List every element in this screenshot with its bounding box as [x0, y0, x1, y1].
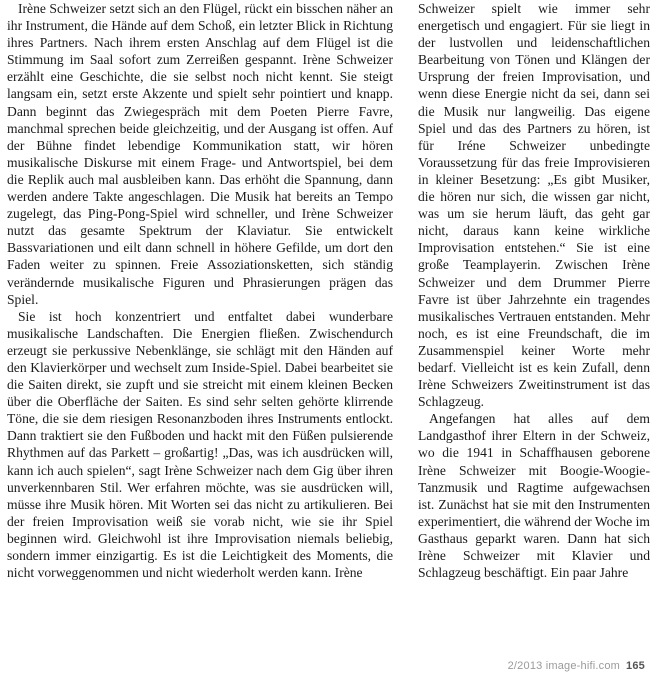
page-number: 165 — [626, 660, 645, 672]
left-text-column — [7, 0, 393, 581]
paragraph-continuation: Schweizer spielt wie immer sehr energetisch und engagiert. Für sie liegt in der lustvollen und leidenschaftlichen Bearbeitung von Tönen und Klängen der Ursprung der freien Improvisation, und wenn diese Energie nicht da sei, dann sei die Musik nur langweilig. Das eigene Spiel und das des Partners zu hören, ist für Iréne Schweizer unbedingte Voraussetzung für das freie Improvisieren in kleiner Besetzung: „Es gibt Musiker, die hören nur sich, die wissen gar nicht, was um sie herum läuft, das geht gar nicht, daraus kann keine wirkliche Improvisation entstehen.“ Sie ist eine große Teamplayerin. Zwischen Irène Schweizer und dem Drummer Pierre Favre ist über Jahrzehnte ein tragendes musikalisches Vertrauen entstanden. Mehr noch, es ist eine Freundschaft, die im Zusammenspiel keiner Worte mehr bedarf. Vielleicht ist es kein Zufall, denn Irène Schweizers Zweitinstrument ist das Schlagzeug. — [418, 1, 650, 410]
right-text-column — [418, 0, 650, 581]
issue-label: 2/2013 image-hifi.com — [507, 660, 621, 672]
paragraph-concert-opening: Irène Schweizer setzt sich an den Flügel, rückt ein bisschen näher an ihr Instrument, die Hände auf dem Schoß, ein letzter Blick in Richtung ihres Partners. Nach ihrem ersten Anschlag auf dem Flügel ist die Stimmung im Saal sofort zum Zerreißen gespannt. Irène Schweizer erzählt eine Geschichte, die sie selbst noch nicht kennt. Sie steigt langsam ein, setzt erste Akzente und spielt sehr pointiert und knapp. Dann beginnt das Zwiegespräch mit dem Poeten Pierre Favre, manchmal sprechen beide gleichzeitig, und der Ausgang ist offen. Auf der Bühne findet lebendige Kommunikation statt, wir hören musikalische Diskurse mit einem Frage- und Antwortspiel, bei dem die Replik auch mal ausbleiben kann. Das erhöht die Spannung, dann werden andere Takte angeschlagen. Die Musik hat bereits an Tempo zugelegt, das Ping-Pong-Spiel wird schneller, und Irène Schweizer nutzt das gesamte Spektrum der Klaviatur. Sie entwickelt Bassvariationen und eilt dann schnell in höhere Gefilde, um dort den Faden weiter zu spinnen. Freie Assoziationsketten, sich ständig verändernde musikalische Figuren und Phrasierungen prägen das Spiel. — [7, 1, 393, 307]
page-footer — [508, 660, 645, 672]
paragraph-childhood: Angefangen hat alles auf dem Landgasthof ihrer Eltern in der Schweiz, wo die 1941 in Schaffhausen geborene Irène Schweizer mit Boogie-Woogie-Tanzmusik und Ragtime aufgewachsen ist. Zunächst hat sie mit den Instrumenten experimentiert, die während der Woche im Gasthaus geparkt waren. Dann hat sich Irène Schweizer mit Klavier und Schlagzeug beschäftigt. Ein paar Jahre — [418, 411, 650, 581]
paragraph-musical-landscapes: Sie ist hoch konzentriert und entfaltet dabei wunderbare musikalische Landschaften. Die Energien fließen. Zwischendurch erzeugt sie perkussive Nebenklänge, sie schlägt mit den Händen auf den Klavierkörper und wechselt zum Inside-Spiel. Dabei bearbeitet sie die Saiten direkt, sie zupft und sie streicht mit einem kleinen Becken über die Oberfläche der Saiten. Es sind sehr selten gehörte klirrende Töne, die sie dem riesigen Resonanzboden ihres Instruments entlockt. Dann traktiert sie den Fußboden und hackt mit den Füßen pulsierende Rhythmen auf das Parkett – großartig! „Das, was ich ausdrücken will, kann ich auch spielen“, sagt Irène Schweizer nach dem Gig über ihren unverkennbaren Stil. Wer erfahren möchte, was sie ausdrücken will, müsse ihre Musik hören. Mit Worten sei das nicht zu artikulieren. Bei der freien Improvisation weiß sie vorab nicht, wie sie ihr Spiel beginnen wird. Gleichwohl ist ihre Improvisation niemals beliebig, sondern immer einzigartig. Es ist die Leichtigkeit des Moments, die nicht vorweggenommen und nicht wiederholt werden kann. Irène — [7, 308, 393, 581]
